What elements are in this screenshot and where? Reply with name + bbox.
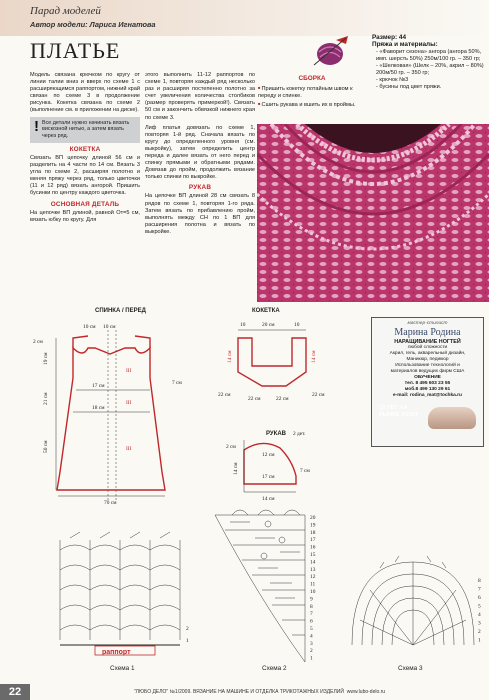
label-koketka: КОКЕТКА bbox=[252, 308, 280, 314]
schema2-row-number: 6 bbox=[310, 618, 313, 625]
koketka-dim-14a: 14 см bbox=[227, 350, 233, 363]
schema2-row-number: 19 bbox=[310, 522, 316, 529]
text-column-2 bbox=[145, 72, 255, 238]
koketka-dim-14b: 14 см bbox=[311, 350, 317, 363]
sleeve-text: На цепочке ВП длиной 28 см связать 8 рядов по схеме 1, повторяя 1-го ряда. Затем вязать по прибавлению пройм, выполнять между СН по 1 ВП для расширения полотна и вязать по выкройке. bbox=[145, 193, 255, 235]
schema2-row-number: 10 bbox=[310, 589, 316, 595]
schema3-label: Схема 3 bbox=[398, 665, 423, 672]
hand-image bbox=[428, 407, 476, 429]
schema3-row-number: 6 bbox=[478, 595, 481, 601]
section-title: Парад моделей bbox=[30, 5, 101, 17]
schema-2 bbox=[215, 510, 305, 662]
dim-7: 7 см bbox=[172, 380, 182, 386]
ad-line: Маникюр, педикюр bbox=[406, 357, 449, 362]
schema2-row-number: 14 bbox=[310, 559, 316, 566]
dim-18: 18 см bbox=[92, 405, 105, 411]
ad-role: мастер-стилист bbox=[407, 321, 448, 326]
schema3-row-number: 5 bbox=[478, 603, 481, 610]
material-4: - бусины под цвет пряжи. bbox=[376, 84, 442, 90]
schema2-row-number: 3 bbox=[310, 640, 313, 647]
footer-url: www.lubo-delo.ru bbox=[346, 689, 386, 695]
koketka-dim-20: 20 см bbox=[262, 322, 275, 328]
material-1: - «Фаворит сезона» ангора (ангора 50%, имп. шерсть 50%) 250м/100 гр. – 350 гр; bbox=[376, 49, 482, 62]
label-sleeve-count: 2 дет. bbox=[293, 431, 306, 437]
ad-service: НАРАЩИВАНИЕ НОГТЕЙ bbox=[394, 339, 461, 345]
dim-10-left: 10 см bbox=[83, 324, 96, 330]
schema3-row-number: 2 bbox=[478, 629, 481, 635]
assembly-block bbox=[258, 75, 366, 109]
koketka-dim-10a: 10 bbox=[240, 322, 246, 328]
main-part-text: На цепочке ВП длиной, равной От=5 см, вязать юбку по кругу. Для bbox=[30, 209, 140, 223]
schema2-row-number: 7 bbox=[310, 611, 313, 618]
dim-10-right: 10 см bbox=[103, 324, 116, 330]
schema2-row-number: 9 bbox=[310, 596, 313, 603]
schema2-row-number: 2 bbox=[310, 648, 313, 655]
page-title: ПЛАТЬЕ bbox=[30, 38, 121, 63]
rapport-label: раппорт bbox=[102, 649, 131, 656]
ad-training: ОБУЧЕНИЕ bbox=[414, 375, 441, 380]
sleeve-dim-12: 12 см bbox=[262, 452, 275, 458]
ad-name: Марина Родина bbox=[394, 327, 461, 338]
assembly-title: СБОРКА bbox=[298, 75, 326, 82]
dim-70: 70 см bbox=[104, 500, 117, 506]
koketka-dim-22c: 22 см bbox=[276, 396, 289, 402]
schema2-row-number: 5 bbox=[310, 626, 313, 632]
ad-line: материалов ведущих фирм США bbox=[390, 369, 465, 374]
page-number: 22 bbox=[0, 684, 30, 700]
schema3-row-number: 3 bbox=[478, 620, 481, 627]
mark-III-2: III bbox=[126, 400, 132, 406]
ad-email: e-mail: rodina_mat@tochka.ru bbox=[393, 393, 462, 398]
schema3-row-number: 8 bbox=[478, 578, 481, 584]
schema2-row-number: 1 bbox=[310, 655, 313, 662]
koketka-dim-22a: 22 см bbox=[218, 392, 231, 398]
dim-17: 17 см bbox=[92, 383, 105, 389]
warning-icon: ! bbox=[34, 117, 39, 135]
dim-21: 21 см bbox=[43, 392, 49, 405]
koketka-pattern bbox=[218, 322, 325, 402]
knit-text-1: этого выполнить 11-12 раппортов по схеме 1, повторяя каждый ряд несколько раз и расширяя постепенно полотно за счет увеличения количества столбиков (размер проверять примеркой!). Связать 50 см и закончить обвязкой нижнего края по схеме 3. bbox=[145, 72, 255, 121]
schema2-row-number: 11 bbox=[310, 581, 316, 588]
footer bbox=[0, 684, 489, 700]
dress-photo bbox=[257, 124, 489, 302]
dim-50: 50 см bbox=[43, 440, 49, 453]
schema1-label: Схема 1 bbox=[110, 665, 135, 672]
ad-line: любой сложности bbox=[407, 345, 448, 350]
intro-text: Модель связана крючком по кругу от линии талии вниз и вверх по схеме 1 с расширяющимся раппортом, нижний край связан по схеме 3 в продолжение рисунка. Кокетка связана по схеме 2 (выполнение см. в приложении на диске). bbox=[30, 72, 140, 114]
schema3-row-number: 7 bbox=[478, 586, 481, 593]
mark-III-3: III bbox=[126, 446, 132, 452]
dim-2: 2 см bbox=[33, 339, 43, 345]
schema2-row-number: 17 bbox=[310, 537, 316, 544]
sleeve-dim-14: 14 см bbox=[233, 462, 239, 475]
material-2: - «Шелковая» (Шелк – 20%, акрил – 80%) 200м/50 гр. – 350 гр; bbox=[376, 63, 484, 76]
koketka-dim-10b: 10 bbox=[294, 322, 300, 328]
ad-line: Использование технологий и bbox=[395, 363, 460, 368]
nail-ad bbox=[371, 317, 484, 447]
assembly-item: ■ Сшить рукава и вшить их в проймы. bbox=[258, 100, 366, 109]
schema3-row-number: 4 bbox=[478, 612, 481, 618]
schema2-row-number: 8 bbox=[310, 603, 313, 610]
heading-koketka: КОКЕТКА bbox=[69, 145, 101, 153]
note-box bbox=[30, 117, 140, 143]
materials-title: Пряжа и материалы: bbox=[372, 41, 438, 48]
sleeve-pattern bbox=[226, 440, 310, 502]
schema-3 bbox=[352, 556, 474, 645]
sleeve-dim-14b: 14 см bbox=[262, 496, 275, 502]
schema2-label: Схема 2 bbox=[262, 665, 287, 672]
schema1-row-2: 2 bbox=[186, 626, 189, 632]
author-line bbox=[30, 20, 156, 29]
heading-main-part: ОСНОВНАЯ ДЕТАЛЬ bbox=[50, 200, 120, 208]
schema2-row-number: 16 bbox=[310, 544, 316, 551]
assembly-item: ■ Пришить кокетку потайным швом к переду и спинке. bbox=[258, 84, 366, 100]
koketka-text: Связать ВП цепочку длиной 56 см и разделить на 4 части по 14 см. Вязать 3 угла по схеме 2, расширяя полотно и меняя пряжу через ряд, только цветочки (11 и 12 ряд) вязать ангорой. Пришить бусинки по центру каждого цветочка. bbox=[30, 154, 140, 197]
sleeve-dim-7: 7 см bbox=[300, 468, 310, 474]
schema2-row-number: 12 bbox=[310, 574, 316, 581]
size-spec: Размер: 44 bbox=[372, 34, 407, 41]
schema3-row-number: 1 bbox=[478, 637, 481, 644]
koketka-dim-22d: 22 см bbox=[312, 392, 325, 398]
author-name: Лариса Игнатова bbox=[89, 20, 156, 29]
sleeve-dim-17: 17 см bbox=[262, 474, 275, 480]
label-sleeve: РУКАВ bbox=[266, 431, 286, 437]
ad-badge: 10 ЛЕТ НА РЫНКЕ УСЛУГ bbox=[379, 405, 419, 418]
text-column-1 bbox=[30, 72, 140, 226]
note-text: Все детали нужно начинать вязать вискозной нитью, а затем вязать через ряд. bbox=[42, 119, 130, 140]
ad-photo bbox=[375, 401, 480, 435]
schema2-row-number: 20 bbox=[310, 515, 316, 521]
schema-1 bbox=[60, 532, 180, 645]
ad-line: Акрил, гель, акварельный дизайн, bbox=[389, 351, 466, 356]
mark-III-1: III bbox=[126, 368, 132, 374]
author-label: Автор модели: bbox=[30, 20, 88, 29]
label-back-front: СПИНКА / ПЕРЕД bbox=[95, 308, 146, 314]
dim-19: 19 см bbox=[43, 352, 49, 365]
footer-text: "ЛЮБО ДЕЛО" №1/2009. ВЯЗАНИЕ НА МАШИНЕ И ОТДЕЛКА ТРИКОТАЖНЫХ ИЗДЕЛИЙ www.lubo-delo.ru bbox=[133, 689, 386, 695]
assembly-list bbox=[258, 84, 366, 109]
dress-pattern bbox=[33, 324, 182, 506]
material-3: - крючок №3 bbox=[376, 77, 409, 83]
koketka-dim-22b: 22 см bbox=[248, 396, 261, 402]
knit-text-2: Лиф платья довязать по схеме 1, повторяя 1-й ряд. Сначала вязать по кругу до определенного уровня (см. выкройку), затем определить центр переда и далее вязать от него перед и спинку прямыми и обратными рядами. Довязав до пройм, продолжить вязание только спинки по выкройке. bbox=[145, 124, 255, 181]
heading-sleeve: РУКАВ bbox=[188, 184, 212, 192]
ad-mob: моб.8 499 130 29 61 bbox=[404, 387, 451, 392]
schema2-row-numbers bbox=[310, 515, 316, 662]
sleeve-dim-2: 2 см bbox=[226, 444, 236, 450]
schema1-row-1: 1 bbox=[186, 638, 189, 644]
schema2-row-number: 18 bbox=[310, 529, 316, 536]
yarn-logo bbox=[310, 34, 350, 68]
ad-tel: тел. 8 495 603 23 55 bbox=[404, 381, 451, 386]
schema3-row-numbers bbox=[478, 578, 481, 644]
schema2-row-number: 15 bbox=[310, 552, 316, 558]
schema2-row-number: 4 bbox=[310, 633, 313, 640]
specs-block bbox=[372, 34, 484, 91]
schema2-row-number: 13 bbox=[310, 566, 316, 573]
